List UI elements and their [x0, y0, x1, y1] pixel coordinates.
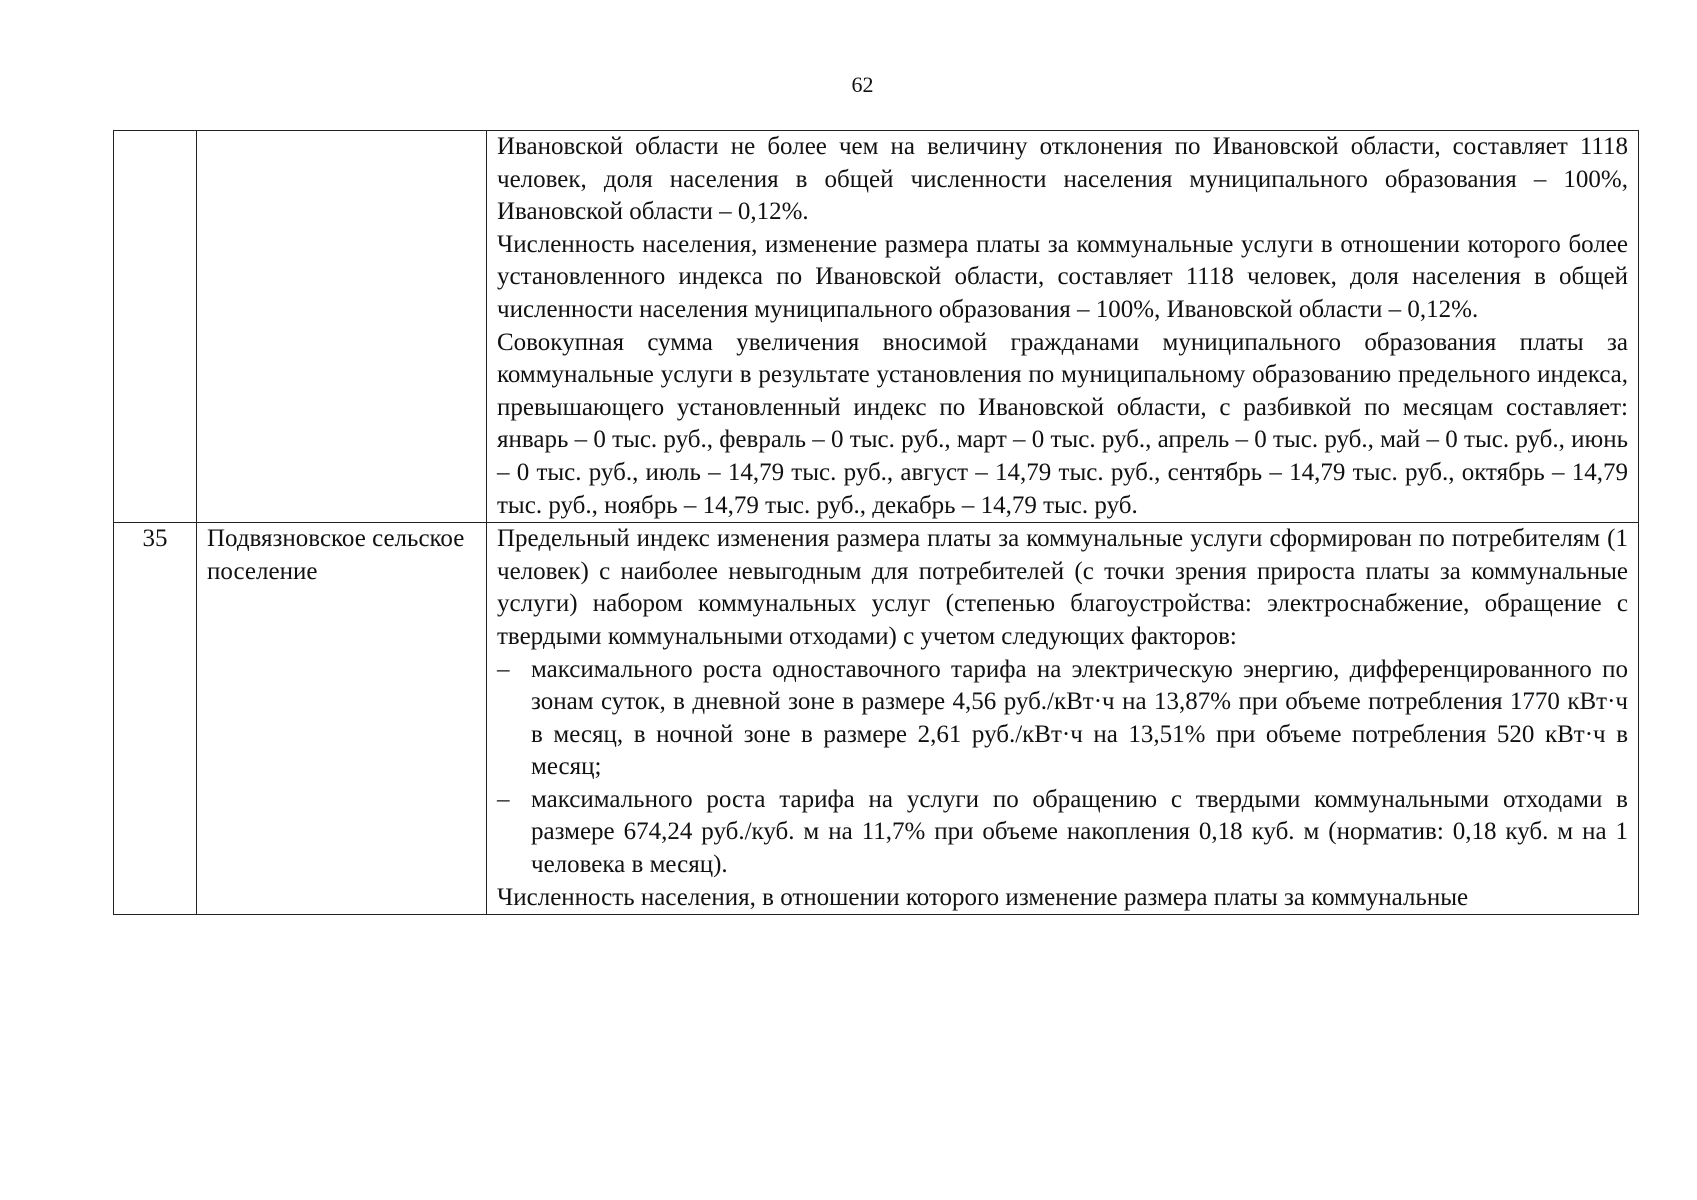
municipality-name-cell: Подвязновское сельское поселение: [197, 523, 487, 915]
dash-marker: –: [497, 785, 510, 813]
row-number-cell: [114, 131, 197, 523]
paragraph: Численность населения, изменение размера платы за коммунальные услуги в отношении которого более установленного индекса по Ивановской области, составляет 1118 человек, доля населения в общей численности населения муниципального образования – 100%, Ивановской области – 0,12%.: [497, 230, 1628, 323]
list-item: [497, 784, 1628, 882]
paragraph: Совокупная сумма увеличения вносимой гражданами муниципального образования платы за коммунальные услуги в результате установления по муниципальному образованию предельного индекса, превышающего установленный индекс по Ивановской области, с разбивкой по месяцам составляет: январь – 0 тыс. руб., февраль – 0 тыс. руб., март – 0 тыс. руб., апрель – 0 тыс. руб., май – 0 тыс. руб., июнь – 0 тыс. руб., июль – 14,79 тыс. руб., август – 14,79 тыс. руб., сентябрь – 14,79 тыс. руб., октябрь – 14,79 тыс. руб., ноябрь – 14,79 тыс. руб., декабрь – 14,79 тыс. руб.: [497, 328, 1628, 519]
table-row: [114, 523, 1639, 915]
intro-paragraph: Предельный индекс изменения размера платы за коммунальные услуги сформирован по потребителям (1 человек) с наиболее невыгодным для потребителей (с точки зрения прироста платы за коммунальные услуги) набором коммунальных услуг (степенью благоустройства: электроснабжение, обращение с твердыми коммунальными отходами) с учетом следующих факторов:: [497, 525, 1628, 650]
page-number: 62: [851, 72, 874, 97]
row-number-cell: 35: [114, 523, 197, 915]
dash-marker: –: [497, 655, 510, 683]
list-item-text: максимального роста одноставочного тарифа на электрическую энергию, дифференцированного по зонам суток, в дневной зоне в размере 4,56 руб./кВт·ч на 13,87% при объеме потребления 1770 кВт·ч в месяц, в ночной зоне в размере 2,61 руб./кВт·ч на 13,51% при объеме потребления 520 кВт·ч в месяц;: [531, 655, 1628, 781]
paragraph: Ивановской области не более чем на величину отклонения по Ивановской области, составляет 1118 человек, доля населения в общей численности населения муниципального образования – 100%, Ивановской области – 0,12%.: [497, 133, 1628, 226]
table-row: [114, 131, 1639, 523]
description-cell: [487, 523, 1639, 915]
list-item-text: максимального роста тарифа на услуги по обращению с твердыми коммунальными отходами в размере 674,24 руб./куб. м на 11,7% при объеме накопления 0,18 куб. м (норматив: 0,18 куб. м на 1 человека в месяц).: [531, 785, 1628, 879]
list-item: [497, 654, 1628, 784]
municipal-index-table: [113, 130, 1639, 915]
description-cell: [487, 131, 1639, 523]
municipality-name-cell: [197, 131, 487, 523]
outro-paragraph: Численность населения, в отношении которого изменение размера платы за коммунальные: [497, 883, 1469, 911]
